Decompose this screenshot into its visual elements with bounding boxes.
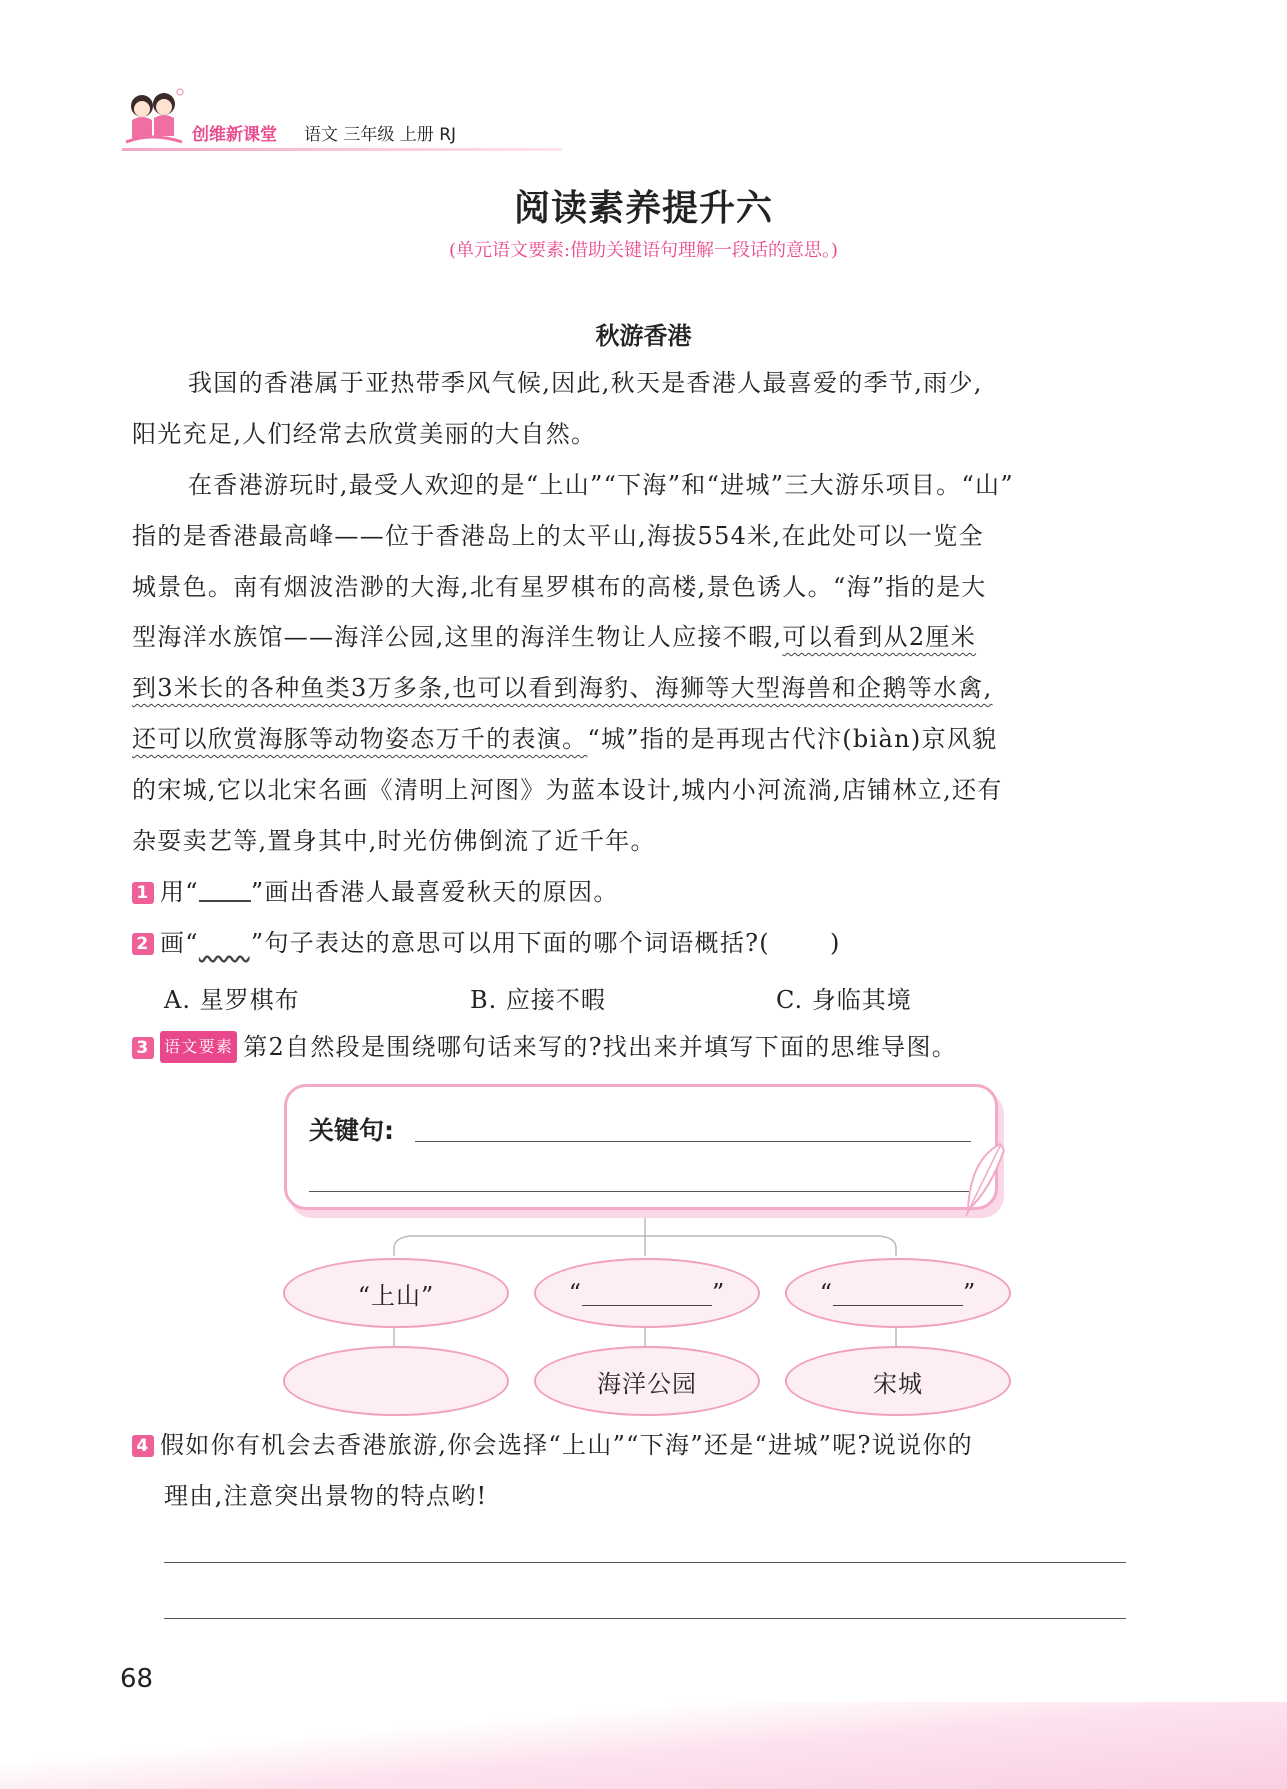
key-sentence-line[interactable] — [309, 1191, 971, 1192]
node-ocean-park — [534, 1346, 760, 1416]
question-3 — [132, 1031, 957, 1063]
question-number: 1 — [132, 882, 154, 904]
page-title: 阅读素养提升六 — [513, 188, 773, 229]
passage-line — [132, 622, 976, 652]
node-blank-1[interactable] — [534, 1258, 760, 1328]
question-1 — [132, 877, 619, 907]
question-number: 3 — [132, 1037, 154, 1059]
question-text: ”画出香港人最喜爱秋天的原因。 — [250, 878, 619, 906]
passage-line: 城景色。南有烟波浩渺的大海,北有星罗棋布的高楼,景色诱人。“海”指的是大 — [132, 573, 987, 601]
node-answer-line[interactable] — [582, 1281, 712, 1306]
passage-line: 指的是香港最高峰——位于香港岛上的太平山,海拔554米,在此处可以一览全 — [132, 522, 984, 550]
feather-icon — [960, 1140, 1010, 1220]
straight-line-marker — [199, 878, 251, 902]
question-text: 用“ — [160, 878, 199, 906]
node-shangshan — [283, 1258, 509, 1328]
passage-line — [132, 724, 997, 754]
passage-line: 我国的香港属于亚热带季风气候,因此,秋天是香港人最喜爱的季节,雨少, — [188, 369, 983, 397]
page-subtitle: (单元语文要素:借助关键语句理解一段话的意思。) — [448, 240, 839, 261]
question-number: 2 — [132, 933, 154, 955]
node-answer-line[interactable] — [833, 1281, 963, 1306]
option-a: A. 星罗棋布 — [164, 986, 300, 1014]
wavy-sentence: 到3米长的各种鱼类3万多条,也可以看到海豹、海狮等大型海兽和企鹅等水禽, — [132, 674, 993, 702]
page-number: 68 — [120, 1664, 154, 1694]
option-c: C. 身临其境 — [776, 986, 912, 1014]
question-4-cont: 理由,注意突出景物的特点哟! — [164, 1482, 488, 1510]
node-label: “ — [568, 1279, 582, 1307]
key-sentence-line[interactable] — [415, 1141, 971, 1142]
question-text: 第2自然段是围绕哪句话来写的?找出来并填写下面的思维导图。 — [243, 1033, 958, 1061]
question-4 — [132, 1430, 973, 1460]
node-label: ” — [712, 1279, 726, 1307]
passage-line — [132, 673, 993, 703]
wavy-sentence: 可以看到从2厘米 — [782, 623, 977, 651]
passage-text: 型海洋水族馆——海洋公园,这里的海洋生物让人应接不暇, — [132, 623, 783, 651]
passage-line: 在香港游玩时,最受人欢迎的是“上山”“下海”和“进城”三大游乐项目。“山” — [188, 471, 1014, 499]
node-song-city — [785, 1346, 1011, 1416]
node-label: 海洋公园 — [597, 1369, 697, 1398]
passage-line: 的宋城,它以北宋名画《清明上河图》为蓝本设计,城内小河流淌,店铺林立,还有 — [132, 776, 1003, 804]
question-text: 假如你有机会去香港旅游,你会选择“上山”“下海”还是“进城”呢?说说你的 — [160, 1431, 973, 1459]
answer-line[interactable] — [164, 1562, 1126, 1563]
question-text: 画“ — [160, 929, 199, 957]
book-subject: 语文 三年级 上册 RJ — [304, 125, 457, 145]
node-label: 宋城 — [873, 1369, 923, 1398]
node-label: ” — [963, 1279, 977, 1307]
key-sentence-box — [284, 1084, 998, 1210]
footer-decoration — [0, 1702, 1287, 1789]
skill-tag: 语文要素 — [160, 1031, 237, 1063]
question-text: ) — [829, 929, 841, 957]
key-sentence-label: 关键句: — [309, 1116, 394, 1145]
node-label: “ — [819, 1279, 833, 1307]
option-b: B. 应接不暇 — [470, 986, 606, 1014]
node-empty[interactable] — [283, 1346, 509, 1416]
wavy-sentence: 还可以欣赏海豚等动物姿态万千的表演。 — [132, 725, 588, 753]
wavy-line-marker — [199, 930, 251, 952]
header-divider — [122, 148, 562, 151]
question-number: 4 — [132, 1435, 154, 1457]
brand-name: 创维新课堂 — [192, 125, 277, 145]
passage-text: “城”指的是再现古代汴(biàn)京风貌 — [587, 725, 998, 753]
passage-title: 秋游香港 — [595, 322, 692, 350]
node-label: “上山” — [357, 1281, 435, 1310]
node-blank-2[interactable] — [785, 1258, 1011, 1328]
answer-line[interactable] — [164, 1618, 1126, 1619]
question-2 — [132, 928, 841, 958]
mind-map — [280, 1080, 1010, 1415]
question-text: ”句子表达的意思可以用下面的哪个词语概括?( — [250, 929, 770, 957]
kids-logo-icon — [122, 86, 192, 152]
passage-line: 杂耍卖艺等,置身其中,时光仿佛倒流了近千年。 — [132, 827, 656, 855]
passage-line: 阳光充足,人们经常去欣赏美丽的大自然。 — [132, 420, 597, 448]
page-header — [122, 86, 602, 156]
